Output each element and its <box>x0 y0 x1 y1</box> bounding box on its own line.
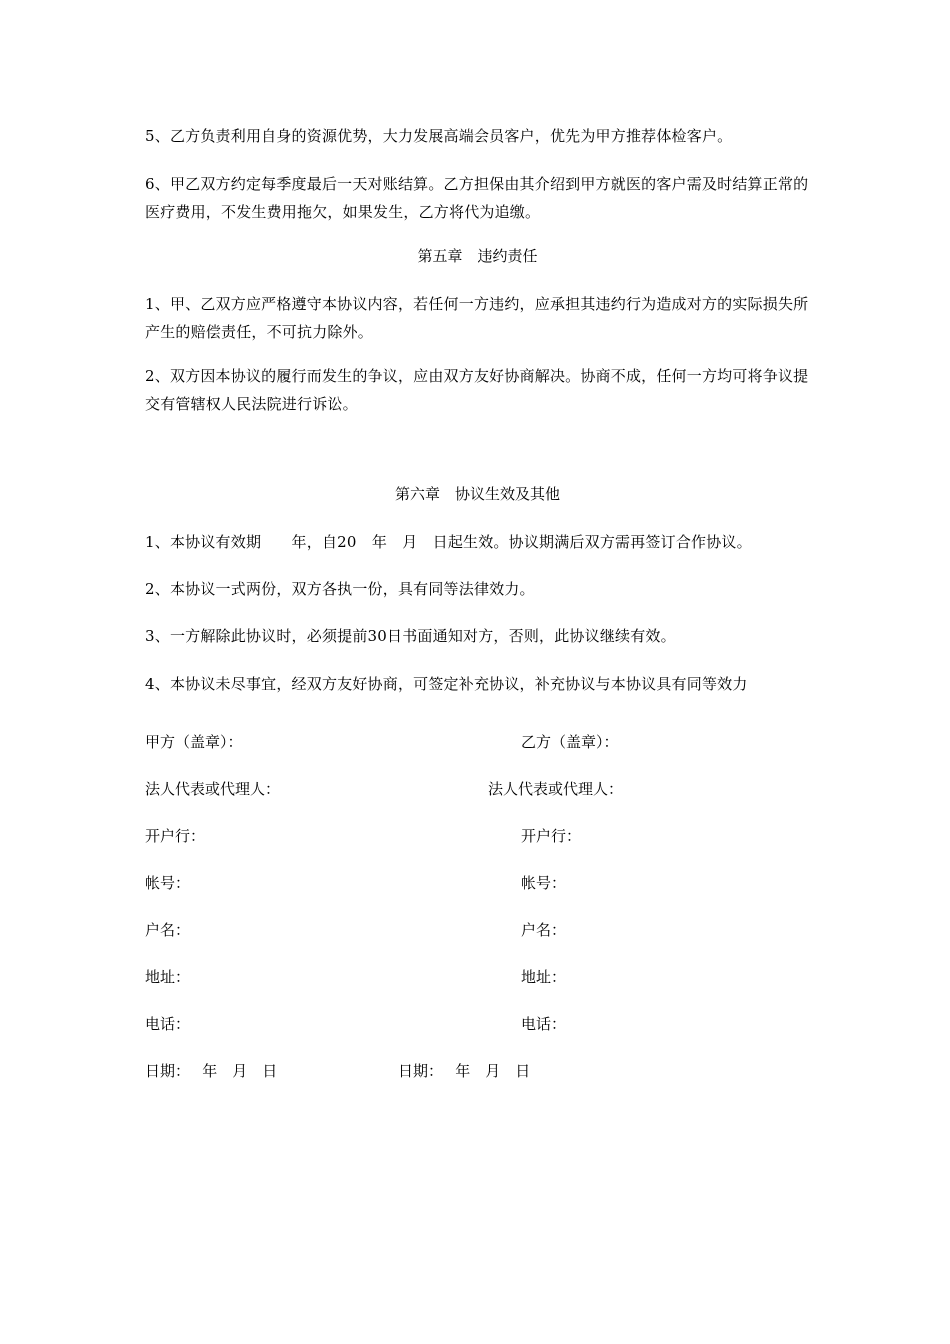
party-b-address-label: 地址： <box>521 968 567 986</box>
party-a-phone-label: 电话： <box>145 1015 191 1033</box>
clause-4-5: 5、乙方负责利用自身的资源优势，大力发展高端会员客户，优先为甲方推荐体检客户。 <box>145 127 733 145</box>
party-b-rep-label: 法人代表或代理人： <box>488 780 624 798</box>
party-a-account-label: 帐号： <box>145 874 191 892</box>
party-b-date-label: 日期： 年 月 日 <box>398 1062 531 1080</box>
party-a-date-label: 日期： 年 月 日 <box>145 1062 278 1080</box>
party-b-bank-label: 开户行： <box>521 827 582 845</box>
clause-6-3: 3、一方解除此协议时，必须提前30日书面通知对方，否则，此协议继续有效。 <box>145 627 676 645</box>
party-a-seal-label: 甲方（盖章）： <box>145 733 243 751</box>
chapter-6-title: 第六章 协议生效及其他 <box>394 485 560 503</box>
clause-5-1: 1、甲、乙双方应严格遵守本协议内容，若任何一方违约，应承担其违约行为造成对方的实际损失所产生的赔偿责任，不可抗力除外。 <box>145 295 809 341</box>
party-b-name-label: 户名： <box>521 921 567 939</box>
party-a-rep-label: 法人代表或代理人： <box>145 780 281 798</box>
party-b-seal-label: 乙方（盖章）： <box>521 733 619 751</box>
party-b-phone-label: 电话： <box>521 1015 567 1033</box>
party-a-bank-label: 开户行： <box>145 827 206 845</box>
clause-5-2: 2、双方因本协议的履行而发生的争议，应由双方友好协商解决。协商不成，任何一方均可将争议提交有管辖权人民法院进行诉讼。 <box>145 367 809 413</box>
clause-6-2: 2、本协议一式两份，双方各执一份，具有同等法律效力。 <box>145 580 535 598</box>
chapter-5-title: 第五章 违约责任 <box>417 247 538 265</box>
clause-6-4: 4、本协议未尽事宜，经双方友好协商，可签定补充协议，补充协议与本协议具有同等效力 <box>145 675 748 693</box>
party-a-address-label: 地址： <box>145 968 191 986</box>
clause-4-6: 6、甲乙双方约定每季度最后一天对账结算。乙方担保由其介绍到甲方就医的客户需及时结算正常的医疗费用，不发生费用拖欠，如果发生，乙方将代为追缴。 <box>145 175 809 221</box>
party-b-account-label: 帐号： <box>521 874 567 892</box>
clause-6-1: 1、本协议有效期 年，自20 年 月 日起生效。协议期满后双方需再签订合作协议。 <box>145 533 752 551</box>
party-a-name-label: 户名： <box>145 921 191 939</box>
